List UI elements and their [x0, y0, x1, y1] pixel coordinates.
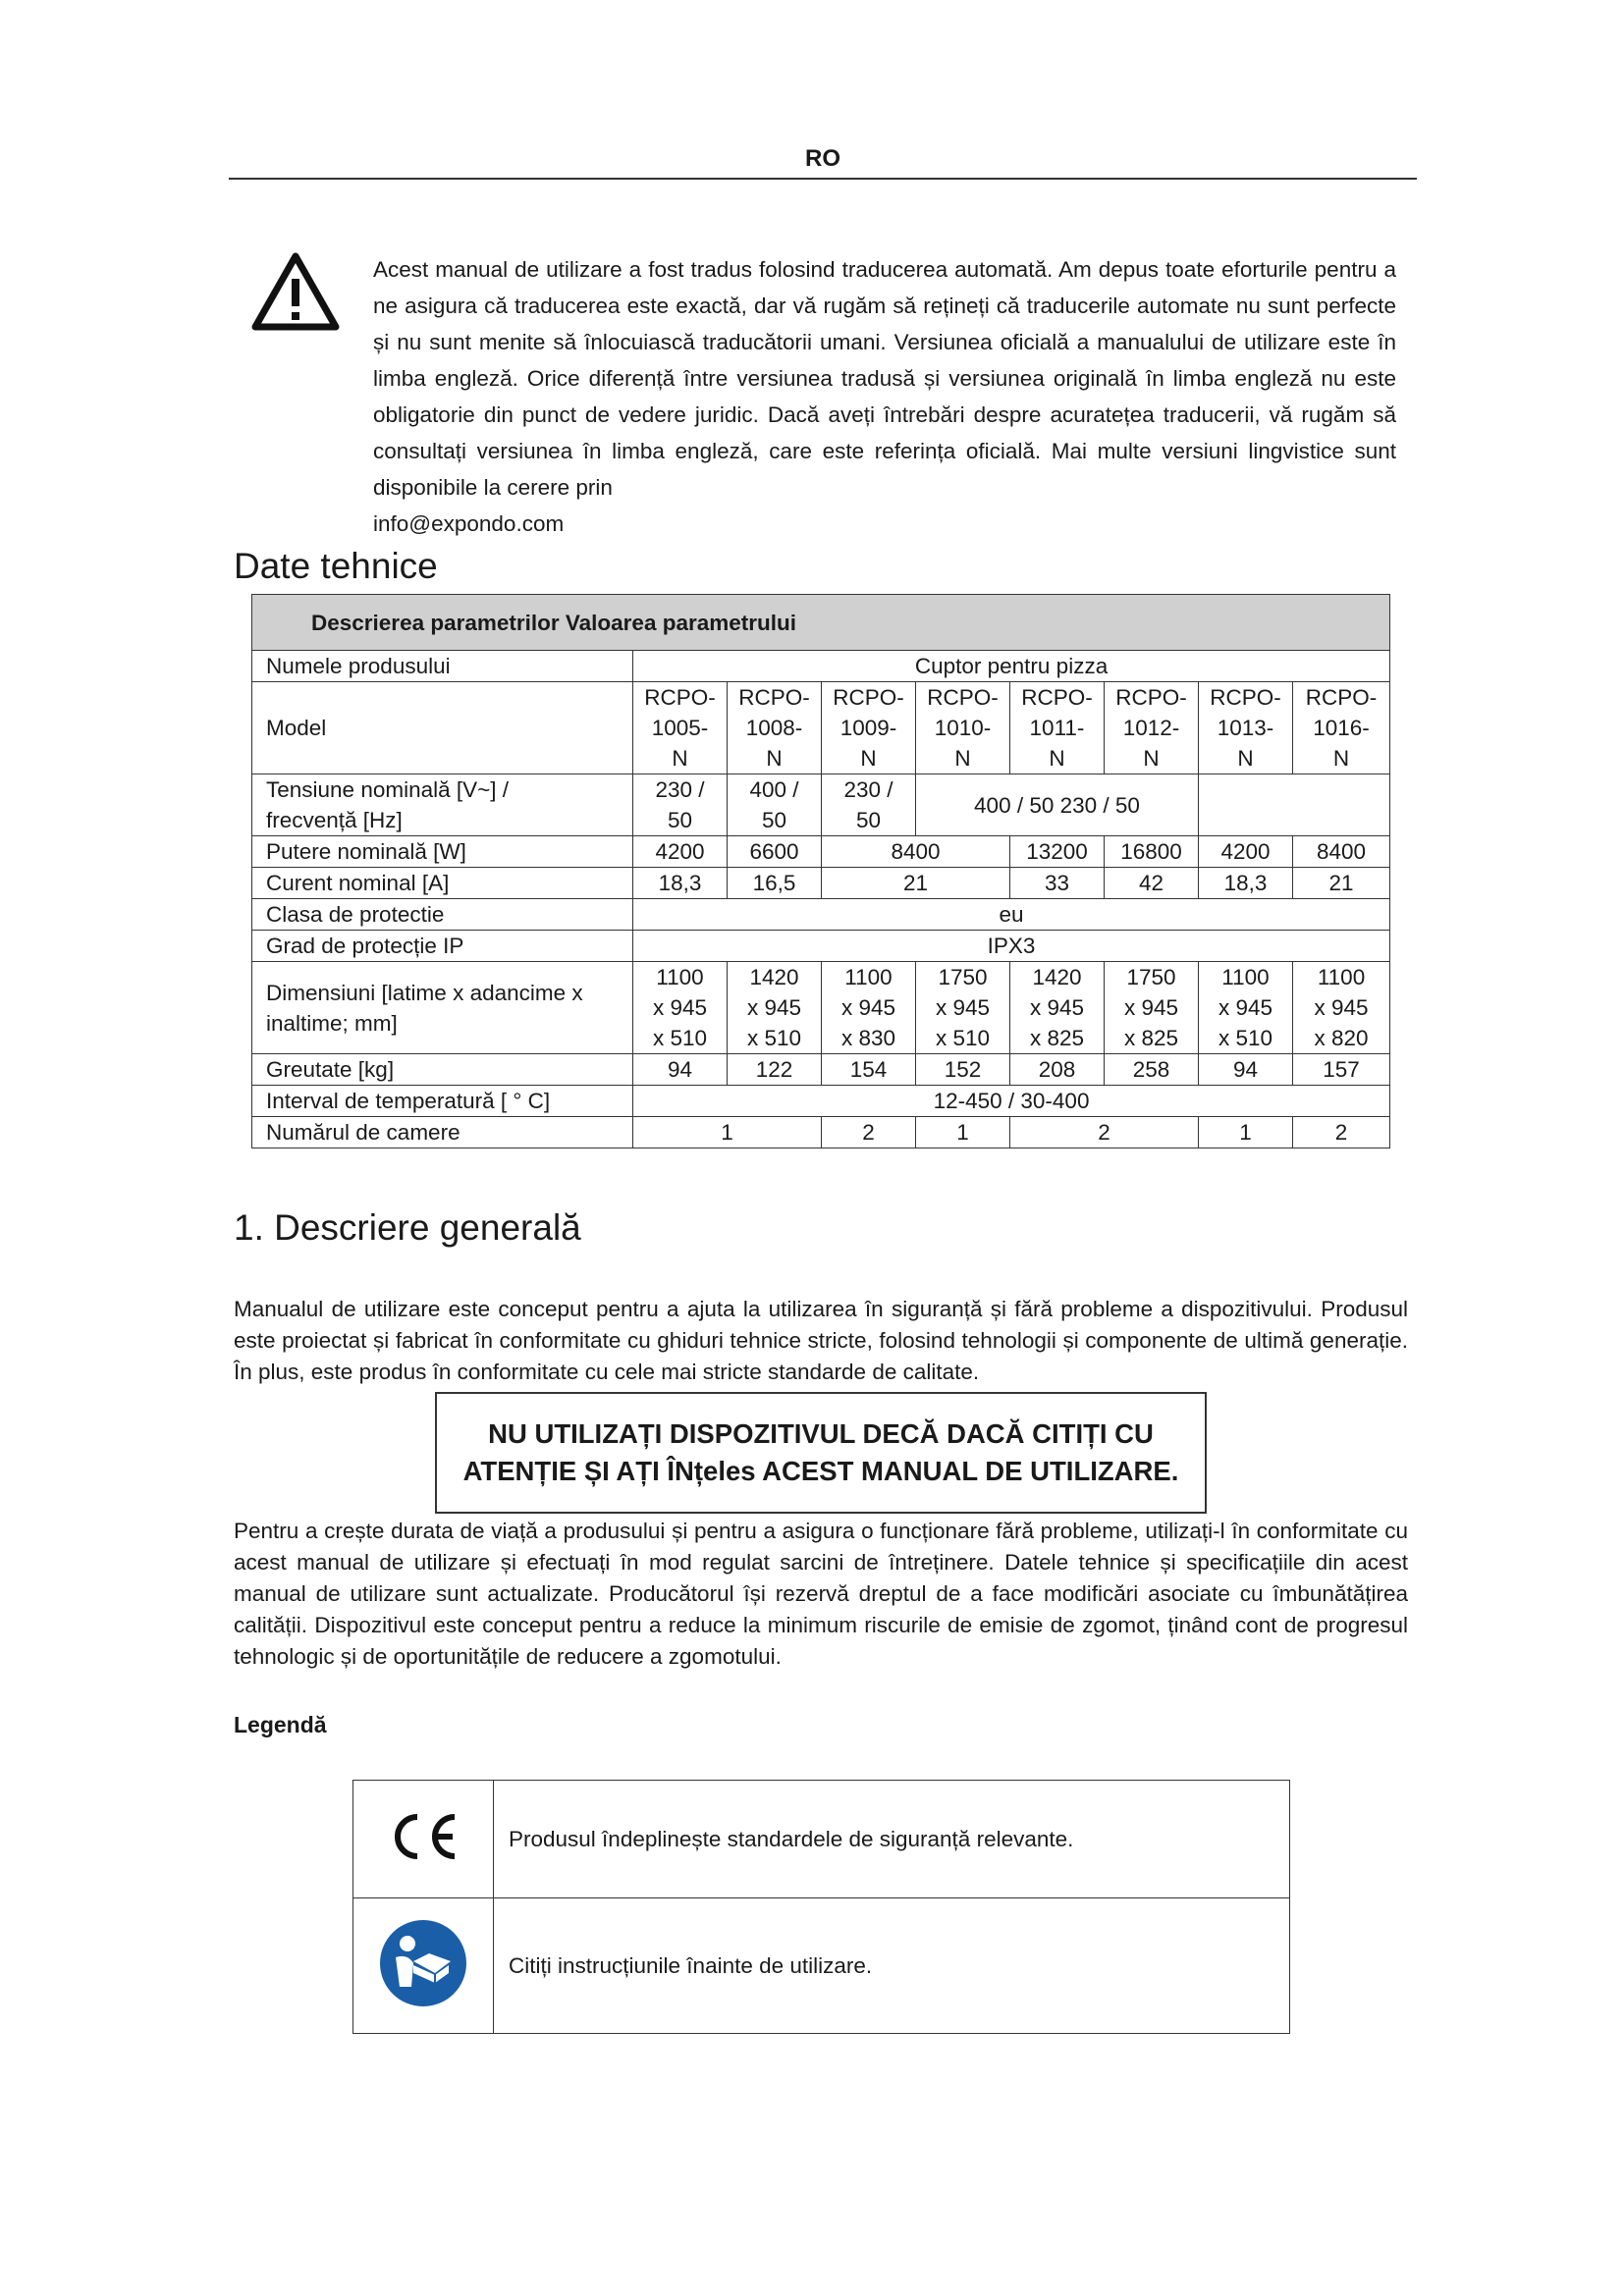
model-part: N: [1237, 746, 1254, 771]
voltage-part: 50: [761, 808, 787, 832]
power-cell: 13200: [1010, 836, 1105, 868]
weight-cell: 208: [1010, 1054, 1105, 1086]
dim-cell: [1199, 962, 1293, 1054]
dim-part: 1420: [1032, 965, 1082, 989]
dim-part: x 945: [935, 995, 991, 1020]
dim-cell: [822, 962, 916, 1054]
dim-part: 1100: [656, 965, 704, 989]
current-cell: 18,3: [633, 868, 728, 899]
notice-line: ATENȚIE ȘI AȚI ÎNțeles ACEST MANUAL DE UTILIZARE.: [462, 1456, 1179, 1486]
model-cell: [1010, 682, 1105, 774]
model-part: 1013-: [1217, 716, 1274, 740]
table-row: [252, 899, 1390, 931]
power-cell: 6600: [728, 836, 822, 868]
legend-icon-cell: [353, 1898, 494, 2034]
dim-part: x 945: [746, 995, 802, 1020]
model-part: N: [766, 746, 783, 771]
model-part: RCPO-: [927, 685, 999, 710]
table-header-row: [252, 595, 1390, 651]
dim-part: x 830: [840, 1026, 896, 1050]
model-part: N: [954, 746, 971, 771]
section-title: 1. Descriere generală: [234, 1207, 581, 1248]
dim-part: x 510: [652, 1026, 708, 1050]
model-part: RCPO-: [1021, 685, 1093, 710]
table-header: Descrierea parametrilor Valoarea parametrului: [252, 595, 1390, 651]
model-cell: [728, 682, 822, 774]
legend-text: Citiți instrucțiunile înainte de utilizare.: [494, 1898, 1290, 2034]
dim-part: 1750: [938, 965, 988, 989]
model-part: N: [1143, 746, 1160, 771]
dim-part: 1100: [844, 965, 893, 989]
model-part: 1009-: [839, 716, 897, 740]
weight-cell: 94: [1199, 1054, 1293, 1086]
intro-paragraph: Manualul de utilizare este conceput pentru a ajuta la utilizarea în siguranță și fără probleme a dispozitivului. Produsul este proiectat și fabricat în conformitate cu ghiduri tehnice stricte, folosind tehnologii și componente de ultimă generație. În plus, este produs în conformitate cu cele mai stricte standarde de calitate.: [234, 1297, 1408, 1384]
dim-part: x 945: [1123, 995, 1179, 1020]
table-row: [252, 1086, 1390, 1117]
class-value: eu: [633, 899, 1390, 931]
chambers-cell: 2: [1293, 1117, 1390, 1148]
model-cell: [633, 682, 728, 774]
read-manual-icon: [378, 1918, 468, 2008]
dim-part: 1420: [749, 965, 799, 989]
empty-cell: [1199, 774, 1390, 836]
voltage-cell: [822, 774, 916, 836]
model-cell: [1105, 682, 1199, 774]
dim-part: x 510: [1218, 1026, 1273, 1050]
model-part: 1012-: [1122, 716, 1180, 740]
tech-spec-table: [251, 594, 1390, 1148]
dim-cell: [1293, 962, 1390, 1054]
table-row: [252, 774, 1390, 836]
model-part: RCPO-: [833, 685, 904, 710]
legend-text: Produsul îndeplinește standardele de siguranță relevante.: [494, 1781, 1290, 1898]
notice-line: NU UTILIZAȚI DISPOZITIVUL DECĂ DACĂ CITIȚI CU: [488, 1418, 1154, 1449]
dim-part: x 945: [652, 995, 708, 1020]
power-cell: 16800: [1105, 836, 1199, 868]
voltage-cell: [633, 774, 728, 836]
dim-cell: [633, 962, 728, 1054]
dim-part: x 510: [746, 1026, 802, 1050]
warning-notice-box: [435, 1392, 1207, 1514]
chambers-cell: 1: [916, 1117, 1010, 1148]
voltage-cell: 400 / 50 230 / 50: [916, 774, 1199, 836]
temp-value: 12-450 / 30-400: [633, 1086, 1390, 1117]
dim-part: x 945: [1218, 995, 1273, 1020]
row-label: [252, 774, 633, 836]
legend-title: Legendă: [234, 1712, 327, 1737]
legend-row: [353, 1898, 1290, 2034]
model-part: 1008-: [745, 716, 803, 740]
legend-row: [353, 1781, 1290, 1898]
legend-icon-cell: [353, 1781, 494, 1898]
product-name: Cuptor pentru pizza: [633, 651, 1390, 682]
dim-part: x 945: [1029, 995, 1085, 1020]
translation-disclaimer: [373, 251, 1396, 542]
page-header: [229, 143, 1417, 180]
power-cell: 8400: [1293, 836, 1390, 868]
dim-part: x 945: [840, 995, 896, 1020]
model-part: N: [860, 746, 877, 771]
row-label: Greutate [kg]: [252, 1054, 633, 1086]
model-part: 1016-: [1313, 716, 1370, 740]
current-cell: 16,5: [728, 868, 822, 899]
tech-data-title: Date tehnice: [234, 546, 438, 586]
row-label: Interval de temperatură [ ° C]: [252, 1086, 633, 1117]
model-part: RCPO-: [1305, 685, 1378, 710]
dim-part: 1750: [1126, 965, 1176, 989]
ip-value: IPX3: [633, 931, 1390, 962]
model-part: N: [672, 746, 688, 771]
current-cell: 21: [1293, 868, 1390, 899]
weight-cell: 122: [728, 1054, 822, 1086]
dim-part: x 945: [1314, 995, 1369, 1020]
dim-part: x 510: [935, 1026, 991, 1050]
voltage-cell: [728, 774, 822, 836]
model-cell: [1199, 682, 1293, 774]
legend-table: [352, 1780, 1290, 2034]
model-part: 1005-: [651, 716, 709, 740]
table-row: [252, 868, 1390, 899]
voltage-part: 50: [855, 808, 882, 832]
current-cell: 18,3: [1199, 868, 1293, 899]
warning-icon: [251, 251, 340, 332]
table-row: [252, 1054, 1390, 1086]
model-part: N: [1332, 746, 1350, 771]
dim-cell: [1105, 962, 1199, 1054]
chambers-cell: 1: [633, 1117, 822, 1148]
dim-part: x 825: [1029, 1026, 1085, 1050]
row-label: Grad de protecție IP: [252, 931, 633, 962]
model-part: 1010-: [934, 716, 992, 740]
row-label: Numărul de camere: [252, 1117, 633, 1148]
row-label: Putere nominală [W]: [252, 836, 633, 868]
table-row: [252, 931, 1390, 962]
current-cell: 21: [822, 868, 1010, 899]
model-part: RCPO-: [1115, 685, 1187, 710]
model-part: RCPO-: [644, 685, 716, 710]
model-part: N: [1049, 746, 1065, 771]
power-cell: 4200: [1199, 836, 1293, 868]
weight-cell: 152: [916, 1054, 1010, 1086]
weight-cell: 157: [1293, 1054, 1390, 1086]
table-row: [252, 962, 1390, 1054]
row-label: Numele produsului: [252, 651, 633, 682]
dim-part: 1100: [1221, 965, 1270, 989]
model-cell: [916, 682, 1010, 774]
voltage-part: 50: [667, 808, 693, 832]
dim-cell: [728, 962, 822, 1054]
model-cell: [1293, 682, 1390, 774]
row-label: Dimensiuni [latime x adancime x inaltime; mm]: [252, 962, 633, 1054]
table-row: [252, 651, 1390, 682]
disclaimer-text: Acest manual de utilizare a fost tradus folosind traducerea automată. Am depus toate eforturile pentru a ne asigura că traducerea este exactă, dar vă rugăm să rețineți că traducerile automate nu sunt perfecte și nu sunt menite să înlocuiască traducătorii umani. Versiunea oficială a manualului de utilizare este în limba engleză. Orice diferență între versiunea tradusă și versiunea originală în limba engleză nu este obligatorie din punct de vedere juridic. Dacă aveți întrebări despre acuratețea traducerii, vă rugăm să consultați versiunea în limba engleză, care este referința oficială. Mai multe versiuni lingvistice sunt disponibile la cerere prin: [373, 257, 1396, 500]
weight-cell: 154: [822, 1054, 916, 1086]
model-part: RCPO-: [1210, 685, 1281, 710]
current-cell: 42: [1105, 868, 1199, 899]
chambers-cell: 2: [822, 1117, 916, 1148]
dim-part: x 820: [1314, 1026, 1369, 1050]
current-cell: 33: [1010, 868, 1105, 899]
model-part: RCPO-: [738, 685, 810, 710]
voltage-part: 400 /: [749, 777, 799, 802]
row-label-line: frecvență [Hz]: [266, 808, 403, 832]
chambers-cell: 1: [1199, 1117, 1293, 1148]
voltage-part: 230 /: [655, 777, 705, 802]
ce-mark-icon: [386, 1809, 460, 1864]
weight-cell: 258: [1105, 1054, 1199, 1086]
model-part: 1011-: [1029, 716, 1085, 740]
voltage-part: 230 /: [843, 777, 893, 802]
model-cell: [822, 682, 916, 774]
chambers-cell: 2: [1010, 1117, 1199, 1148]
table-row: [252, 1117, 1390, 1148]
row-label: Clasa de protectie: [252, 899, 633, 931]
table-row: [252, 836, 1390, 868]
power-cell: 4200: [633, 836, 728, 868]
weight-cell: 94: [633, 1054, 728, 1086]
row-label: Curent nominal [A]: [252, 868, 633, 899]
dim-cell: [916, 962, 1010, 1054]
dim-part: x 825: [1123, 1026, 1179, 1050]
dim-cell: [1010, 962, 1105, 1054]
table-row: [252, 682, 1390, 774]
row-label-line: Tensiune nominală [V~] /: [266, 777, 510, 802]
dim-part: 1100: [1317, 965, 1366, 989]
language-code: RO: [805, 145, 840, 172]
maintenance-paragraph: Pentru a crește durata de viață a produsului și pentru a asigura o funcționare fără probleme, utilizați-l în conformitate cu acest manual de utilizare și efectuați în mod regulat sarcini de întreținere. Datele tehnice și specificațiile din acest manual de utilizare sunt actualizate. Producătorul își rezervă dreptul de a face modificări asociate cu îmbunătățirea calității. Dispozitivul este conceput pentru a reduce la minimum riscurile de emisie de zgomot, ținând cont de progresul tehnologic și de oportunitățile de reducere a zgomotului.: [234, 1519, 1408, 1669]
power-cell: 8400: [822, 836, 1010, 868]
disclaimer-email: info@expondo.com: [373, 511, 565, 536]
row-label: Model: [252, 682, 633, 774]
